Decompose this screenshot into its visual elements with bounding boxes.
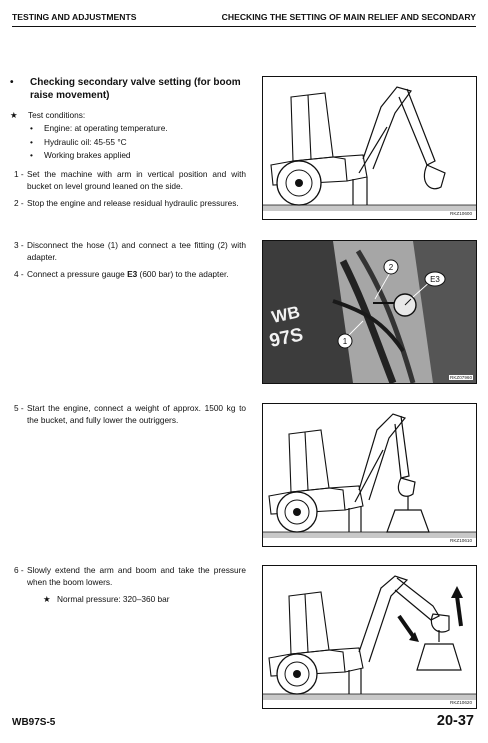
callout-1: 1 xyxy=(342,337,348,346)
step-number: 1 - xyxy=(14,169,24,179)
star-icon: ★ xyxy=(43,594,51,604)
header-section: CHECKING THE SETTING OF MAIN RELIEF AND SECONDARY xyxy=(221,12,476,22)
header-rule xyxy=(12,26,476,27)
figure-backhoe-arm-vertical xyxy=(262,76,477,220)
step-text: Start the engine, connect a weight of approx. 1500 kg to the bucket, and fully lower the outriggers. xyxy=(27,403,246,425)
condition-item: • Working brakes applied xyxy=(30,150,168,164)
step-text: Stop the engine and release residual hydraulic pressures. xyxy=(27,198,239,208)
conditions-list xyxy=(30,123,168,164)
footer-model: WB97S-5 xyxy=(12,717,56,728)
step-text: Set the machine with arm in vertical position and with bucket on level ground leaned on the side. xyxy=(27,169,246,191)
star-icon: ★ xyxy=(10,110,18,120)
step-number: 5 - xyxy=(14,403,24,413)
header-chapter: TESTING AND ADJUSTMENTS xyxy=(12,12,137,22)
brand-wb: WB xyxy=(269,302,302,327)
step-text: Slowly extend the arm and boom and take the pressure when the boom lowers. xyxy=(27,565,246,587)
gauge-code: E3 xyxy=(127,269,138,279)
step-text-post: (600 bar) to the adapter. xyxy=(137,269,229,279)
brand-97s: 97S xyxy=(267,324,306,352)
step-text xyxy=(27,269,246,281)
step-number: 6 - xyxy=(14,565,24,575)
section-bullet: • xyxy=(10,77,14,88)
step-number: 2 - xyxy=(14,198,24,208)
normal-pressure-text: Normal pressure: 320–360 bar xyxy=(57,594,170,604)
callout-e3: E3 xyxy=(430,275,440,284)
step-text-pre: Connect a pressure gauge xyxy=(27,269,128,279)
step-number: 3 - xyxy=(14,240,24,250)
step-number: 4 - xyxy=(14,269,24,279)
figure-gauge-connection xyxy=(262,240,477,384)
figure-code: RKZ10620 xyxy=(450,700,472,705)
page-header xyxy=(12,12,476,26)
condition-item: • Engine: at operating temperature. xyxy=(30,123,168,137)
boom-extended-illustration xyxy=(263,566,476,708)
condition-item: • Hydraulic oil: 45-55 °C xyxy=(30,137,168,151)
backhoe-weight-illustration xyxy=(263,404,476,546)
figure-code: RKZ10600 xyxy=(450,211,472,216)
conditions-heading: Test conditions: xyxy=(28,110,86,120)
callout-2: 2 xyxy=(388,263,394,272)
footer-page-number: 20-37 xyxy=(436,713,474,729)
section-title: Checking secondary valve setting (for boom raise movement) xyxy=(30,77,241,101)
figure-boom-extended xyxy=(262,565,477,709)
figure-code: RKZ07960 xyxy=(450,375,472,380)
figure-code: RKZ10610 xyxy=(450,538,472,543)
figure-backhoe-weight xyxy=(262,403,477,547)
backhoe-illustration xyxy=(263,77,476,219)
gauge-photo-illustration xyxy=(263,241,476,383)
step-text: Disconnect the hose (1) and connect a tee fitting (2) with adapter. xyxy=(27,240,246,262)
